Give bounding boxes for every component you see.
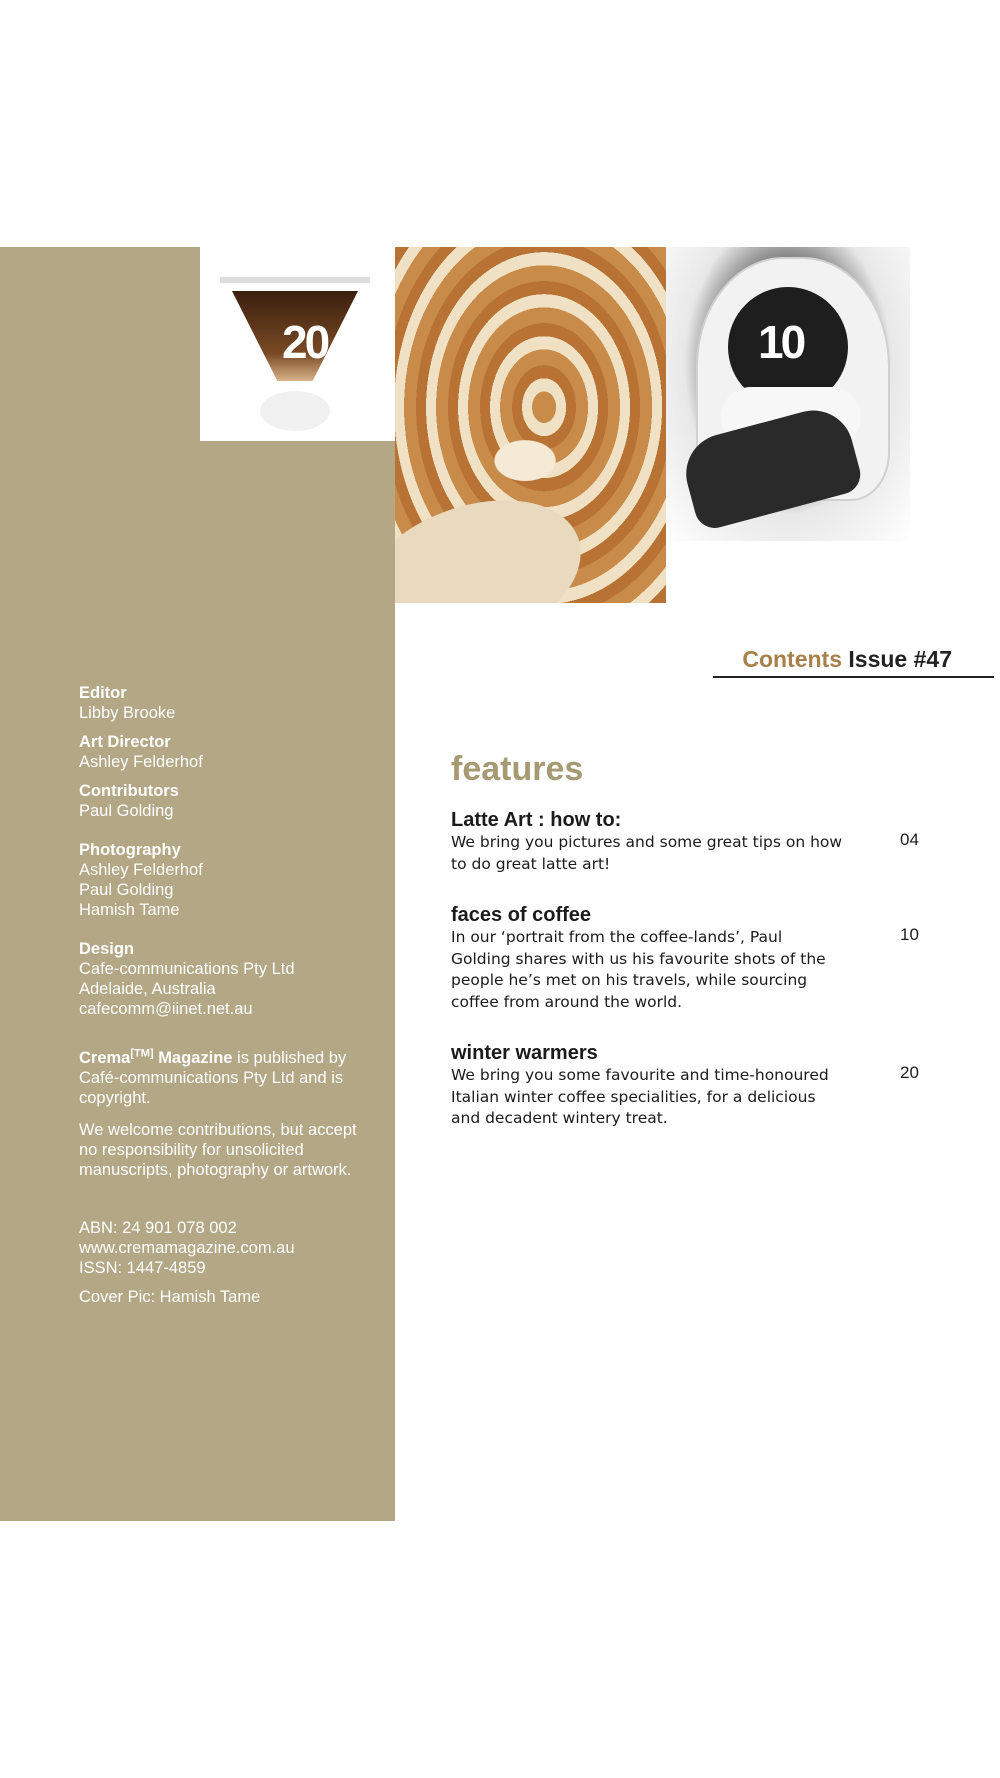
latte-art-photo: [395, 247, 666, 603]
contents-label: Contents: [742, 646, 843, 672]
feature-description: In our ‘portrait from the coffee-lands’, Paul Golding shares with us his favourite shots of the people he’s met on his travels, while sourcing coffee from around the world.: [451, 928, 826, 1011]
contributions-note: We welcome contributions, but accept no responsibility for unsolicited manuscripts, photography or artwork.: [79, 1121, 357, 1179]
contents-underline: [713, 676, 994, 678]
credit-name: Cafe-communications Pty Ltd: [79, 960, 295, 978]
portrait-photo: [666, 247, 910, 541]
photo-page-number: 20: [282, 316, 328, 368]
feature-item[interactable]: [451, 1041, 919, 1130]
feature-description: We bring you some favourite and time-honoured Italian winter coffee specialities, for a delicious and decadent wintery treat.: [451, 1066, 829, 1127]
credit-email: cafecomm@iinet.net.au: [79, 1000, 253, 1018]
trademark: [TM]: [130, 1047, 154, 1060]
feature-title: faces of coffee: [451, 904, 592, 926]
publisher-statement: [79, 1048, 379, 1108]
credit-art-director: [79, 732, 379, 772]
credit-name: Libby Brooke: [79, 704, 176, 722]
credits-list: [79, 683, 379, 1019]
credit-role: Contributors: [79, 782, 179, 800]
photo-page-number: 10: [758, 316, 804, 368]
feature-item[interactable]: [451, 903, 919, 1013]
credit-role: Photography: [79, 841, 181, 859]
abn-text: ABN: 24 901 078 002: [79, 1219, 237, 1237]
credit-role: Art Director: [79, 733, 171, 751]
credit-name: Paul Golding: [79, 802, 174, 820]
feature-title: winter warmers: [451, 1042, 598, 1064]
feature-page-number: 04: [900, 830, 919, 849]
published-text: is published by Café-communications Pty Ltd and is copyright.: [79, 1049, 347, 1107]
credit-name: Hamish Tame: [79, 901, 180, 919]
website-text: www.cremamagazine.com.au: [79, 1239, 295, 1257]
credit-editor: [79, 683, 379, 723]
cover-credit: Cover Pic: Hamish Tame: [79, 1288, 261, 1306]
credit-name: Ashley Felderhof: [79, 861, 203, 879]
magazine-word: Magazine: [158, 1049, 233, 1067]
issn-text: ISSN: 1447-4859: [79, 1259, 206, 1277]
feature-page-number: 20: [900, 1063, 919, 1082]
feature-item[interactable]: [451, 808, 919, 875]
feature-page-number: 10: [900, 925, 919, 944]
glass-reflection: [260, 391, 330, 431]
contents-title: [706, 646, 952, 673]
credit-design: [79, 939, 379, 1019]
credit-role: Editor: [79, 684, 127, 702]
credit-name: Ashley Felderhof: [79, 753, 203, 771]
feature-description: We bring you pictures and some great tips on how to do great latte art!: [451, 833, 843, 873]
feature-title: Latte Art : how to:: [451, 809, 622, 831]
credit-name: Adelaide, Australia: [79, 980, 216, 998]
section-heading: features: [451, 750, 584, 788]
credit-photography: [79, 840, 379, 920]
credit-name: Paul Golding: [79, 881, 174, 899]
cup-edge: [395, 472, 602, 603]
brand-name: Crema: [79, 1049, 131, 1067]
credit-role: Design: [79, 940, 135, 958]
credit-contributors: [79, 781, 379, 821]
issue-number: Issue #47: [848, 646, 952, 672]
espresso-glass-photo: [200, 247, 395, 441]
